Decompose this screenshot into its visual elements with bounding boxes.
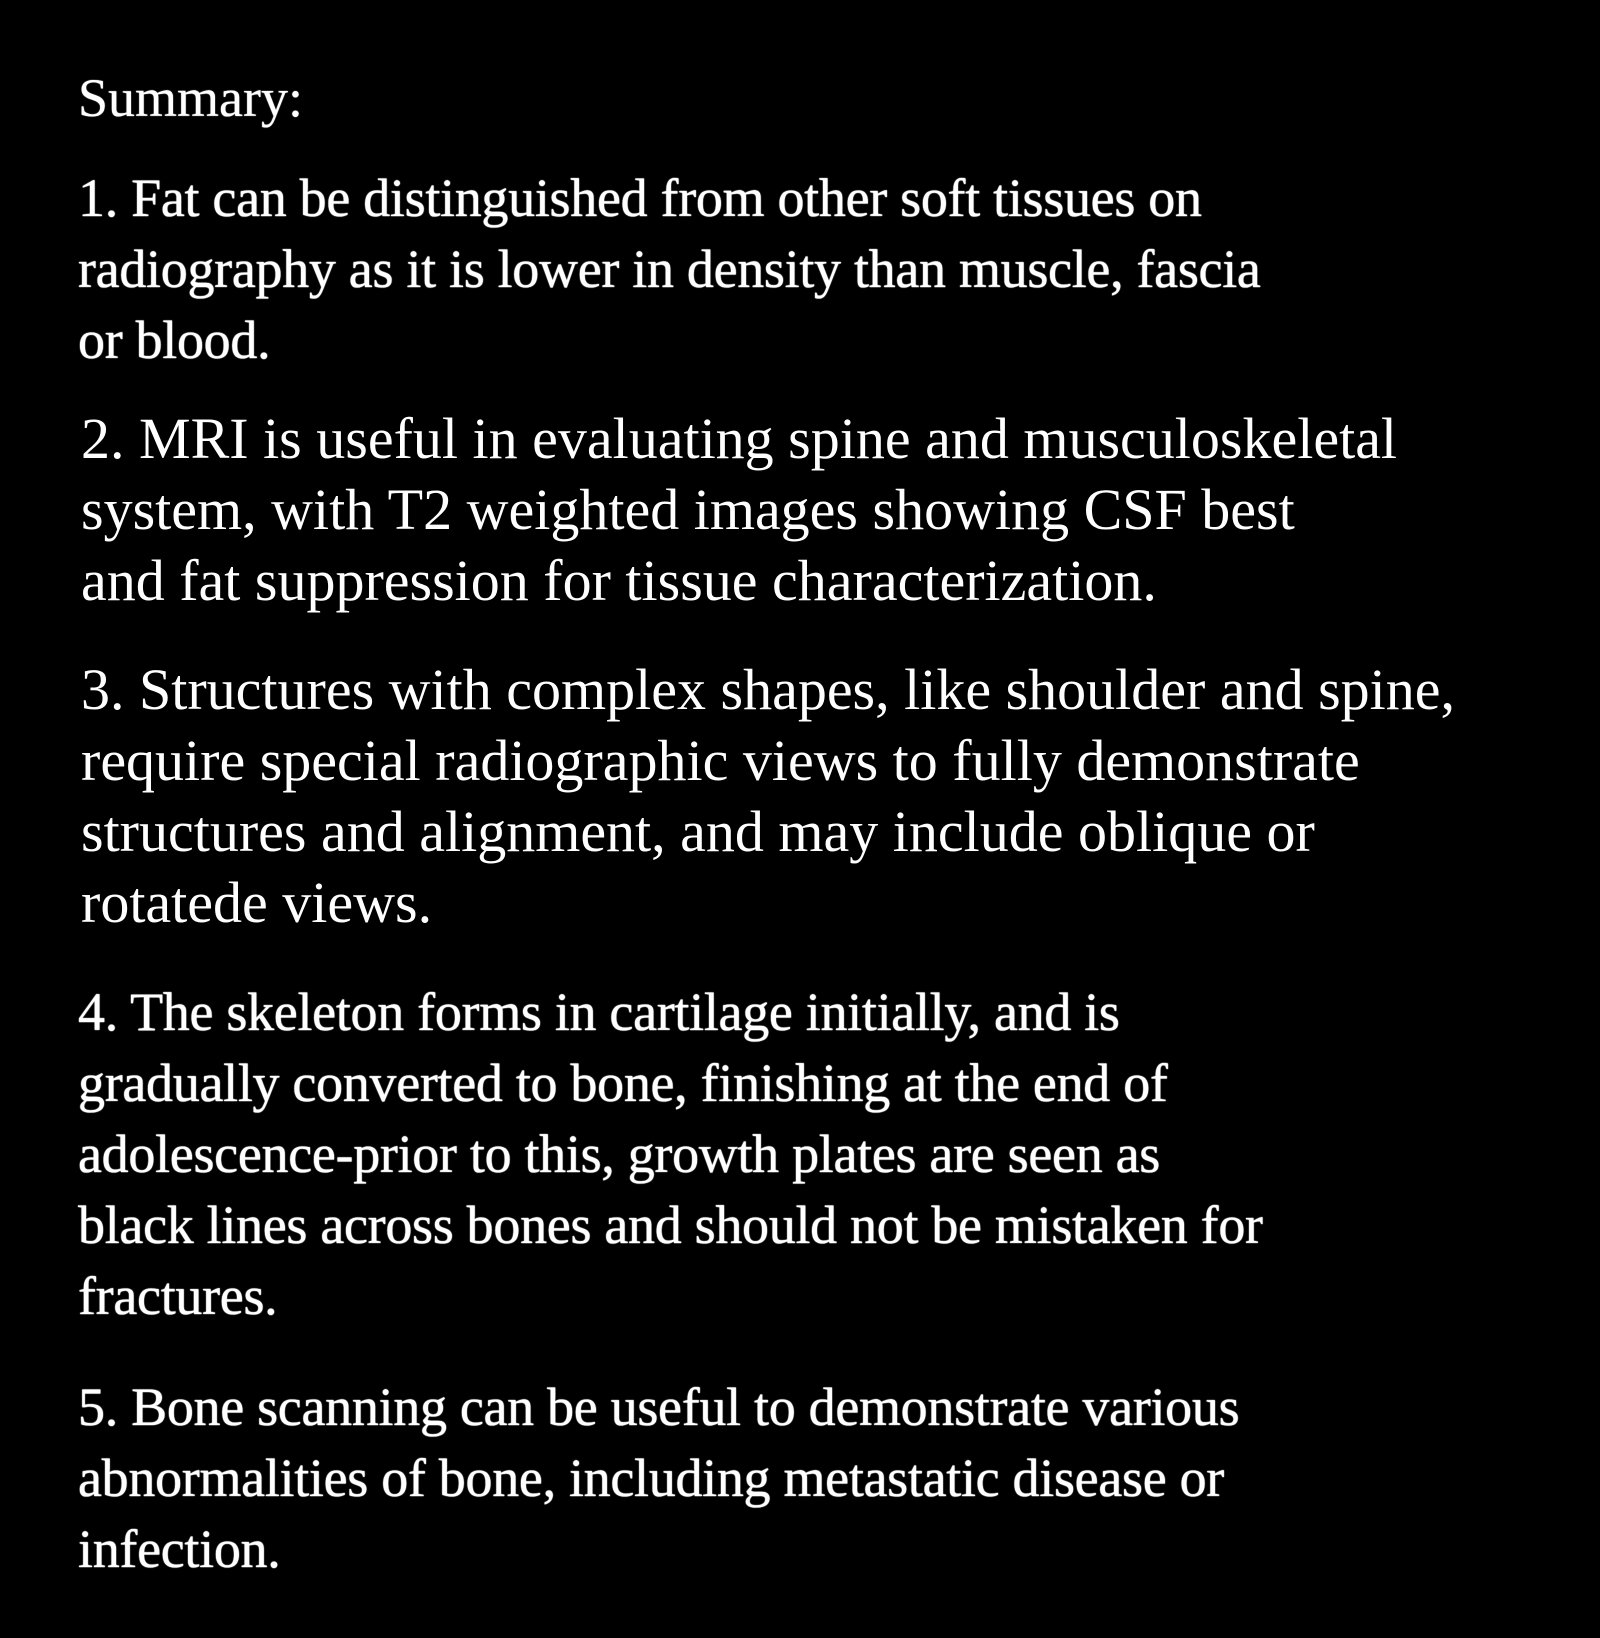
summary-item-4-line-1: 4. The skeleton forms in cartilage initially, and is [78, 982, 1120, 1042]
summary-item-4-line-3: adolescence-prior to this, growth plates are seen as [78, 1124, 1160, 1184]
summary-item-5 [78, 1372, 1239, 1585]
summary-item-2-line-2: system, with T2 weighted images showing CSF best [81, 477, 1295, 542]
summary-item-4-line-5: fractures. [78, 1266, 278, 1326]
summary-item-2 [81, 403, 1397, 616]
summary-item-2-line-3: and fat suppression for tissue characterization. [81, 548, 1157, 613]
summary-item-1-line-1: 1. Fat can be distinguished from other soft tissues on [78, 168, 1202, 228]
summary-item-3-line-3: structures and alignment, and may include oblique or [81, 799, 1315, 864]
summary-item-2-line-1: 2. MRI is useful in evaluating spine and musculoskeletal [81, 406, 1398, 471]
summary-item-4-line-4: black lines across bones and should not be mistaken for [78, 1195, 1263, 1255]
summary-heading: Summary: [78, 68, 303, 128]
summary-item-4-line-2: gradually converted to bone, finishing at the end of [78, 1053, 1168, 1113]
summary-item-4 [78, 977, 1263, 1332]
summary-item-3-line-1: 3. Structures with complex shapes, like shoulder and spine, [81, 657, 1456, 722]
summary-item-5-line-2: abnormalities of bone, including metastatic disease or [78, 1448, 1224, 1508]
summary-item-5-line-1: 5. Bone scanning can be useful to demonstrate various [78, 1377, 1240, 1437]
summary-item-1-line-2: radiography as it is lower in density than muscle, fascia [78, 239, 1261, 299]
summary-item-1-line-3: or blood. [78, 310, 271, 370]
summary-item-1 [78, 163, 1261, 376]
summary-item-3 [81, 654, 1455, 938]
summary-item-3-line-4: rotatede views. [81, 870, 433, 935]
summary-item-3-line-2: require special radiographic views to fully demonstrate [81, 728, 1360, 793]
summary-item-5-line-3: infection. [78, 1519, 281, 1579]
